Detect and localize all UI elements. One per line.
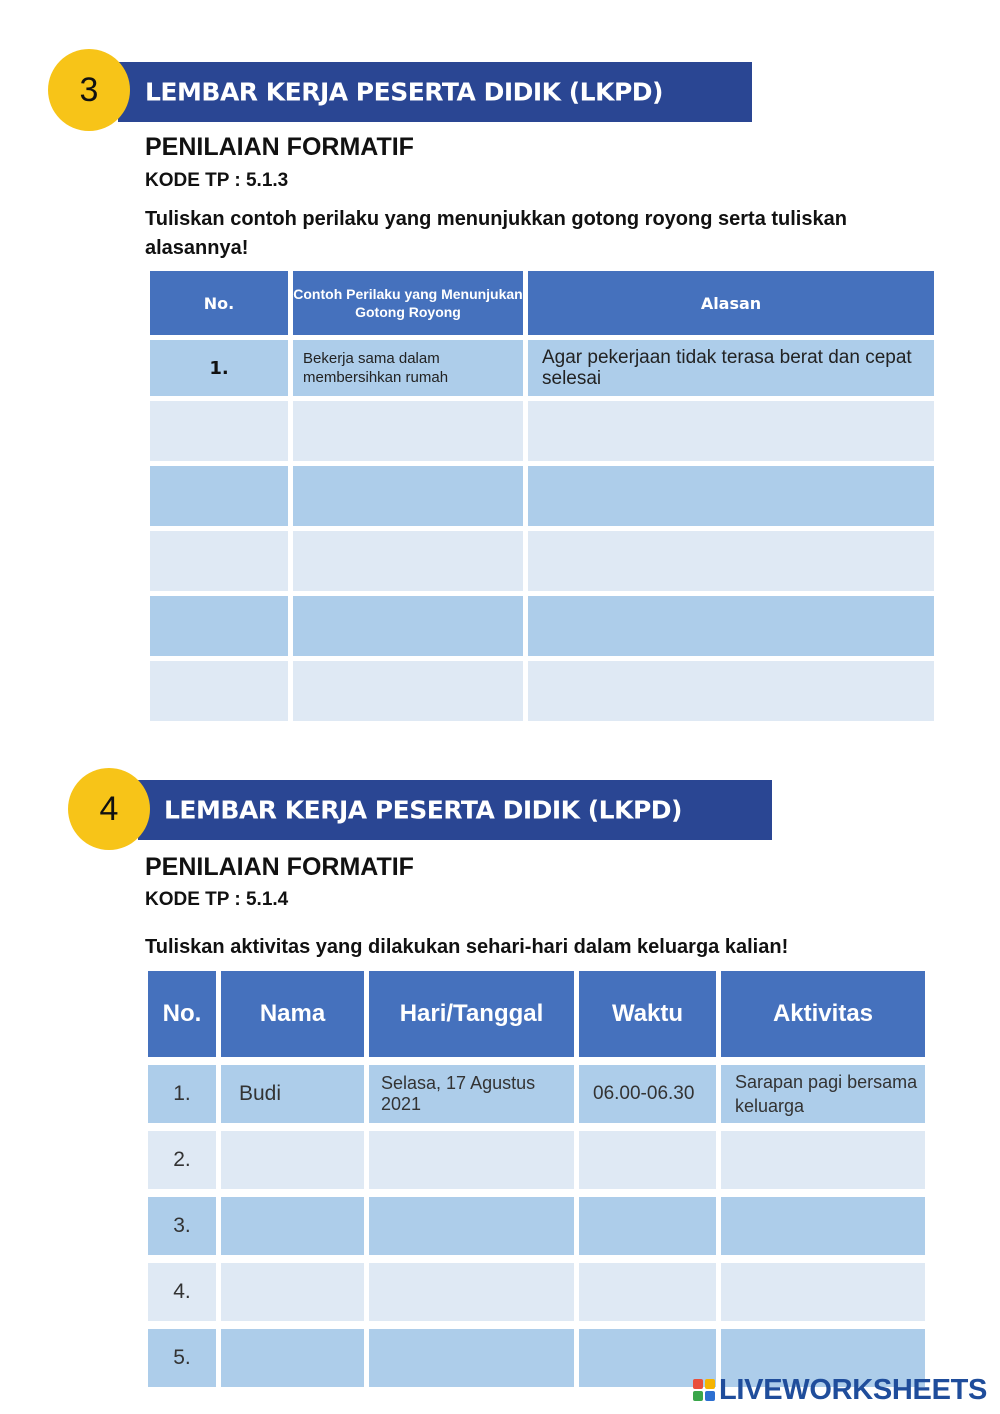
table-row xyxy=(150,466,934,526)
table-row xyxy=(150,401,934,461)
cell-hari-tanggal[interactable] xyxy=(369,1263,574,1321)
liveworksheets-logo-text: LIVEWORKSHEETS xyxy=(719,1373,988,1406)
table-row xyxy=(148,1263,925,1321)
section-3-banner-title: LEMBAR KERJA PESERTA DIDIK (LKPD) xyxy=(145,77,663,107)
cell-alasan[interactable] xyxy=(528,466,934,526)
cell-contoh-perilaku[interactable]: Bekerja sama dalam membersihkan rumah xyxy=(293,340,523,396)
cell-hari-tanggal[interactable] xyxy=(369,1329,574,1387)
section-4-banner xyxy=(138,780,772,840)
section-4-table xyxy=(143,963,930,1395)
cell-alasan[interactable] xyxy=(528,661,934,721)
cell-no xyxy=(150,401,288,461)
cell-contoh-perilaku[interactable] xyxy=(293,531,523,591)
section-3-table xyxy=(145,266,939,726)
header-waktu: Waktu xyxy=(579,971,716,1057)
table-row xyxy=(148,1197,925,1255)
section-3-number-badge: 3 xyxy=(48,49,130,131)
cell-contoh-perilaku[interactable] xyxy=(293,466,523,526)
cell-no: 5. xyxy=(148,1329,216,1387)
cell-aktivitas[interactable] xyxy=(721,1131,925,1189)
section-3-instruction: Tuliskan contoh perilaku yang menunjukkan gotong royong serta tuliskan alasannya! xyxy=(145,208,847,259)
cell-contoh-perilaku[interactable] xyxy=(293,401,523,461)
cell-aktivitas[interactable]: Sarapan pagi bersama keluarga xyxy=(721,1065,925,1123)
cell-contoh-perilaku[interactable] xyxy=(293,596,523,656)
cell-no xyxy=(150,531,288,591)
section-3-heading: PENILAIAN FORMATIF xyxy=(145,133,414,161)
section-4-banner-title: LEMBAR KERJA PESERTA DIDIK (LKPD) xyxy=(164,795,682,825)
cell-aktivitas[interactable] xyxy=(721,1197,925,1255)
cell-waktu[interactable] xyxy=(579,1131,716,1189)
cell-nama[interactable] xyxy=(221,1131,364,1189)
cell-alasan[interactable] xyxy=(528,401,934,461)
cell-hari-tanggal[interactable]: Selasa, 17 Agustus 2021 xyxy=(369,1065,574,1123)
cell-no xyxy=(150,596,288,656)
header-nama: Nama xyxy=(221,971,364,1057)
table-row xyxy=(150,596,934,656)
header-no: No. xyxy=(148,971,216,1057)
table-row xyxy=(150,531,934,591)
cell-no xyxy=(150,661,288,721)
cell-alasan[interactable]: Agar pekerjaan tidak terasa berat dan cepat selesai xyxy=(528,340,934,396)
header-contoh-perilaku: Contoh Perilaku yang Menunjukan Gotong Royong xyxy=(293,271,523,335)
table-header-row xyxy=(148,971,925,1057)
cell-nama[interactable] xyxy=(221,1197,364,1255)
cell-no: 4. xyxy=(148,1263,216,1321)
cell-aktivitas[interactable] xyxy=(721,1263,925,1321)
liveworksheets-logo[interactable] xyxy=(693,1374,987,1406)
cell-alasan[interactable] xyxy=(528,531,934,591)
section-3-code: KODE TP : 5.1.3 xyxy=(145,170,289,191)
cell-no: 2. xyxy=(148,1131,216,1189)
table-row xyxy=(148,1065,925,1123)
cell-contoh-perilaku[interactable] xyxy=(293,661,523,721)
cell-waktu[interactable] xyxy=(579,1263,716,1321)
section-4-number-badge: 4 xyxy=(68,768,150,850)
section-4-heading: PENILAIAN FORMATIF xyxy=(145,853,414,881)
liveworksheets-logo-icon xyxy=(693,1379,715,1401)
cell-hari-tanggal[interactable] xyxy=(369,1197,574,1255)
header-alasan: Alasan xyxy=(528,271,934,335)
section-4-code: KODE TP : 5.1.4 xyxy=(145,889,289,910)
cell-waktu[interactable]: 06.00-06.30 xyxy=(579,1065,716,1123)
cell-nama[interactable]: Budi xyxy=(221,1065,364,1123)
table-header-row xyxy=(150,271,934,335)
table-row xyxy=(148,1131,925,1189)
cell-nama[interactable] xyxy=(221,1329,364,1387)
header-aktivitas: Aktivitas xyxy=(721,971,925,1057)
table-row xyxy=(150,340,934,396)
cell-waktu[interactable] xyxy=(579,1197,716,1255)
section-3-banner xyxy=(118,62,752,122)
cell-no: 3. xyxy=(148,1197,216,1255)
cell-alasan[interactable] xyxy=(528,596,934,656)
header-no: No. xyxy=(150,271,288,335)
section-4-instruction: Tuliskan aktivitas yang dilakukan sehari-hari dalam keluarga kalian! xyxy=(145,936,789,958)
cell-no: 1. xyxy=(150,340,288,396)
cell-nama[interactable] xyxy=(221,1263,364,1321)
header-hari-tanggal: Hari/Tanggal xyxy=(369,971,574,1057)
table-row xyxy=(150,661,934,721)
cell-hari-tanggal[interactable] xyxy=(369,1131,574,1189)
cell-no: 1. xyxy=(148,1065,216,1123)
cell-no xyxy=(150,466,288,526)
